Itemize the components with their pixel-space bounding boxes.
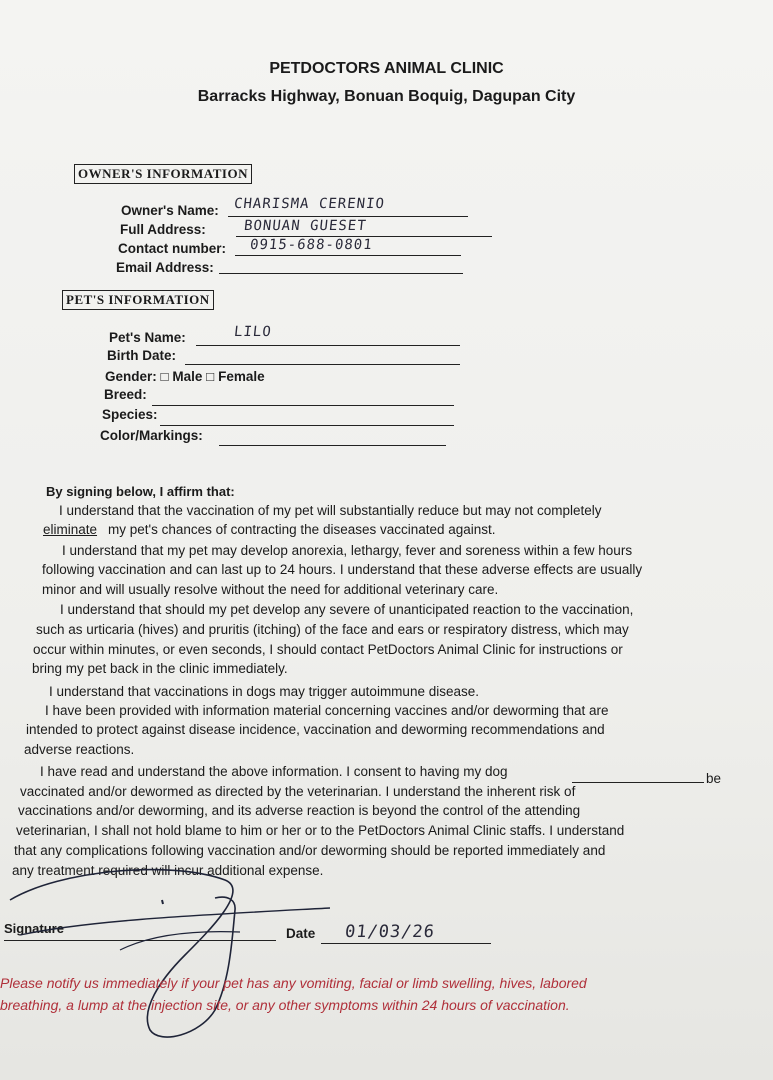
email-address-line[interactable] — [219, 273, 463, 274]
affirm-line: vaccinations and/or deworming, and its adverse reaction is beyond the control of the attending — [18, 803, 581, 818]
species-line[interactable] — [160, 425, 454, 426]
color-markings-label: Color/Markings: — [100, 428, 203, 443]
owner-section-heading: OWNER'S INFORMATION — [74, 164, 252, 184]
affirm-line: I understand that vaccinations in dogs may trigger autoimmune disease. — [49, 684, 479, 699]
birth-date-line[interactable] — [185, 364, 460, 365]
affirm-line: be — [706, 771, 722, 786]
affirm-line: I have read and understand the above information. I consent to having my dog — [40, 764, 508, 779]
date-label: Date — [286, 926, 316, 941]
owner-name-value[interactable]: CHARISMA CERENIO — [233, 196, 386, 212]
owner-name-label: Owner's Name: — [121, 203, 219, 218]
pet-name-line — [196, 345, 460, 346]
notice-line-2: breathing, a lump at the injection site, or any other symptoms within 24 hours of vaccination. — [0, 997, 570, 1013]
affirm-line: that any complications following vaccination and/or deworming should be reported immediately and — [14, 843, 606, 858]
full-address-label: Full Address: — [120, 222, 206, 237]
pet-name-label: Pet's Name: — [109, 330, 186, 345]
affirm-line: vaccinated and/or dewormed as directed by the veterinarian. I understand the inherent risk of — [20, 784, 576, 799]
affirm-line: bring my pet back in the clinic immediately. — [32, 661, 288, 676]
signature-label: Signature — [4, 921, 64, 936]
birth-date-label: Birth Date: — [107, 348, 177, 363]
contact-number-line — [235, 255, 461, 256]
affirm-line: occur within minutes, or even seconds, I should contact PetDoctors Animal Clinic for instructions or — [33, 642, 623, 657]
affirm-line: I understand that my pet may develop anorexia, lethargy, fever and soreness within a few hours — [62, 543, 633, 558]
clinic-name: PETDOCTORS ANIMAL CLINIC — [269, 60, 504, 77]
affirm-line: I understand that the vaccination of my pet will substantially reduce but may not completely — [59, 503, 602, 518]
breed-line[interactable] — [152, 405, 454, 406]
email-address-label: Email Address: — [116, 260, 214, 275]
affirm-line: veterinarian, I shall not hold blame to him or her or to the PetDoctors Animal Clinic staffs. I understand — [16, 823, 625, 838]
affirm-line: any treatment required will incur additional expense. — [12, 863, 324, 878]
color-markings-line[interactable] — [219, 445, 446, 446]
contact-number-value[interactable]: 0915-688-0801 — [249, 237, 374, 253]
date-value[interactable]: 01/03/26 — [343, 922, 436, 942]
affirm-line: following vaccination and can last up to 24 hours. I understand that these adverse effects are usually — [42, 562, 643, 577]
affirm-line: intended to protect against disease incidence, vaccination and deworming recommendations and — [26, 722, 605, 737]
notice-line-1: Please notify us immediately if your pet has any vomiting, facial or limb swelling, hives, labored — [0, 975, 587, 991]
pet-section-heading: PET'S INFORMATION — [62, 290, 214, 310]
species-label: Species: — [102, 407, 158, 422]
clinic-address: Barracks Highway, Bonuan Boquig, Dagupan City — [197, 88, 576, 105]
affirm-intro: By signing below, I affirm that: — [46, 484, 235, 499]
affirm-line: adverse reactions. — [24, 742, 135, 757]
affirm-line: I have been provided with information material concerning vaccines and/or deworming that are — [45, 703, 609, 718]
breed-label: Breed: — [104, 387, 147, 402]
gender-label[interactable]: Gender: □ Male □ Female — [105, 369, 265, 384]
contact-number-label: Contact number: — [118, 241, 226, 256]
full-address-value[interactable]: BONUAN GUESET — [243, 218, 368, 234]
pet-name-value[interactable]: LILO — [233, 324, 273, 340]
affirm-line: eliminate — [43, 522, 98, 537]
affirm-line: minor and will usually resolve without the need for additional veterinary care. — [42, 582, 499, 597]
affirm-line: my pet's chances of contracting the diseases vaccinated against. — [108, 522, 496, 537]
signature-scribble — [0, 860, 360, 1050]
owner-name-line — [228, 216, 468, 217]
dog-name-blank[interactable] — [572, 782, 704, 783]
affirm-line: such as urticaria (hives) and pruritis (itching) of the face and ears or respiratory distress, which may — [36, 622, 629, 637]
affirm-line: I understand that should my pet develop any severe of unanticipated reaction to the vaccination, — [60, 602, 634, 617]
